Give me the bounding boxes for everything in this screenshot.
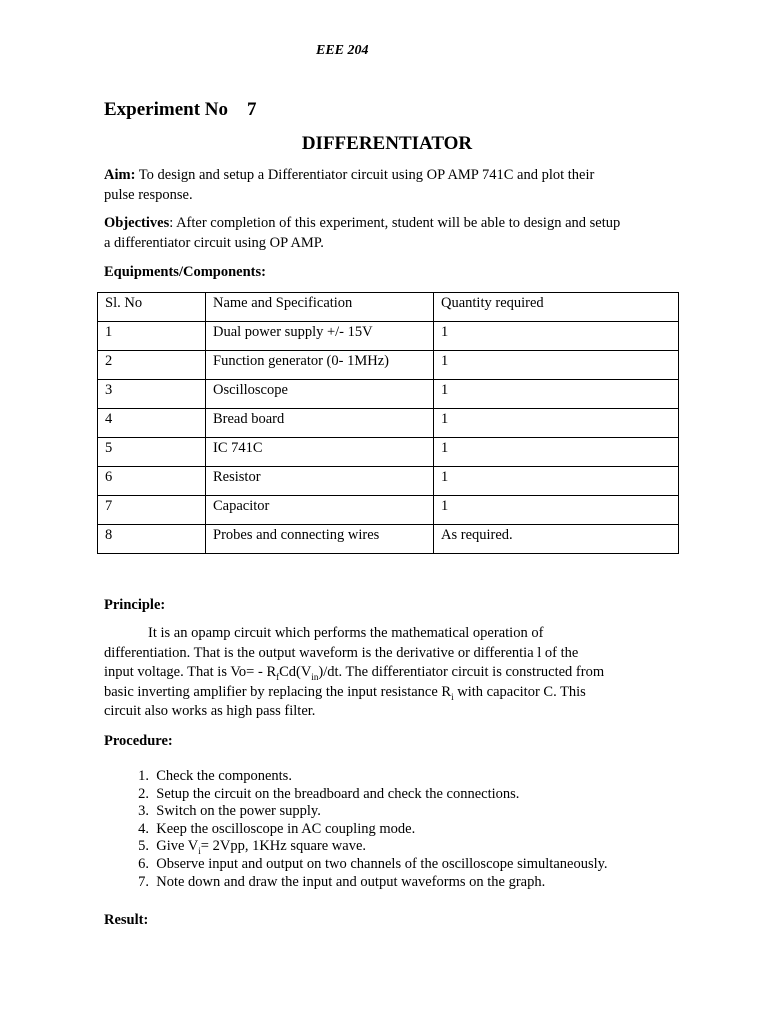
step-number: 4. <box>138 820 149 837</box>
table-cell: Oscilloscope <box>206 380 434 409</box>
table-cell: Function generator (0- 1MHz) <box>206 351 434 380</box>
aim-label: Aim: <box>104 167 136 183</box>
subscript: in <box>311 671 319 682</box>
equipment-heading: Equipments/Components: <box>104 264 266 280</box>
page-title: DIFFERENTIATOR <box>301 133 473 154</box>
table-row <box>98 380 679 409</box>
table-row <box>98 409 679 438</box>
experiment-label: Experiment No <box>104 99 229 120</box>
table-row <box>98 496 679 525</box>
principle-text: with capacitor C. This circuit also works as high pass filter. <box>104 683 586 719</box>
table-cell: IC 741C <box>206 438 434 467</box>
table-cell: Bread board <box>206 409 434 438</box>
course-code: EEE 204 <box>316 43 369 58</box>
list-item <box>104 803 608 821</box>
step-number: 7. <box>138 873 149 890</box>
table-header-row <box>98 293 679 322</box>
table-cell: 3 <box>98 380 206 409</box>
step-text: Observe input and output on two channels of the oscilloscope simultaneously. <box>156 855 608 872</box>
subscript: i <box>198 846 201 857</box>
principle-text: )/dt. The differentiator circuit is constructed from basic inverting amplifier by replacing the input resistance R <box>104 664 605 700</box>
list-item <box>104 856 608 874</box>
procedure-list <box>104 768 608 891</box>
list-item <box>104 838 608 856</box>
table-cell: As required. <box>434 525 679 554</box>
table-cell: 1 <box>434 438 679 467</box>
table-cell: 1 <box>434 467 679 496</box>
table-cell: 1 <box>434 322 679 351</box>
list-item <box>104 786 608 804</box>
list-item <box>104 768 608 786</box>
table-row <box>98 438 679 467</box>
step-text: Check the components. <box>156 768 292 784</box>
step-text: = 2Vpp, 1KHz square wave. <box>200 838 367 855</box>
step-number: 2. <box>138 785 149 802</box>
result-heading: Result: <box>104 912 149 928</box>
step-number: 3. <box>138 803 149 820</box>
table-cell: 5 <box>98 438 206 467</box>
principle-text: It is an opamp circuit which performs the mathematical operation of differentiation. That is the output waveform is the derivative or differentia l of the input voltage. That is Vo= - R <box>104 625 579 680</box>
objectives-paragraph <box>104 214 624 253</box>
table-row <box>98 322 679 351</box>
experiment-number: 7 <box>247 99 257 120</box>
table-cell: 1 <box>434 380 679 409</box>
table-cell: 4 <box>98 409 206 438</box>
table-cell: 8 <box>98 525 206 554</box>
table-row <box>98 525 679 554</box>
column-header: Name and Specification <box>206 293 434 322</box>
step-text: Give V <box>156 838 199 855</box>
principle-paragraph <box>104 624 609 722</box>
table-cell: 1 <box>434 409 679 438</box>
objectives-label: Objectives <box>104 215 170 231</box>
list-item <box>104 821 608 839</box>
procedure-heading: Procedure: <box>104 733 173 749</box>
table-cell: Capacitor <box>206 496 434 525</box>
step-text: Keep the oscilloscope in AC coupling mode. <box>156 820 416 837</box>
table-cell: 1 <box>434 496 679 525</box>
principle-heading: Principle: <box>104 597 166 613</box>
step-text: Switch on the power supply. <box>156 803 321 820</box>
table-cell: Resistor <box>206 467 434 496</box>
aim-paragraph <box>104 166 624 205</box>
step-number: 5. <box>138 838 149 855</box>
step-text: Setup the circuit on the breadboard and check the connections. <box>156 785 520 802</box>
table-cell: Dual power supply +/- 15V <box>206 322 434 351</box>
step-number: 1. <box>138 768 149 784</box>
equipment-table <box>97 292 679 554</box>
column-header: Sl. No <box>98 293 206 322</box>
table-cell: Probes and connecting wires <box>206 525 434 554</box>
principle-text: Cd(V <box>279 664 312 680</box>
table-row <box>98 467 679 496</box>
aim-text: To design and setup a Differentiator circuit using OP AMP 741C and plot their pulse response. <box>104 167 595 203</box>
table-cell: 1 <box>98 322 206 351</box>
column-header: Quantity required <box>434 293 679 322</box>
subscript: i <box>451 691 454 702</box>
objectives-text: : After completion of this experiment, student will be able to design and setup a differentiator circuit using OP AMP. <box>104 215 621 251</box>
subscript: f <box>276 671 280 682</box>
experiment-heading <box>104 99 257 121</box>
list-item <box>104 874 608 892</box>
table-cell: 7 <box>98 496 206 525</box>
table-cell: 2 <box>98 351 206 380</box>
step-number: 6. <box>138 855 149 872</box>
step-text: Note down and draw the input and output waveforms on the graph. <box>156 873 546 890</box>
table-cell: 1 <box>434 351 679 380</box>
table-row <box>98 351 679 380</box>
table-cell: 6 <box>98 467 206 496</box>
